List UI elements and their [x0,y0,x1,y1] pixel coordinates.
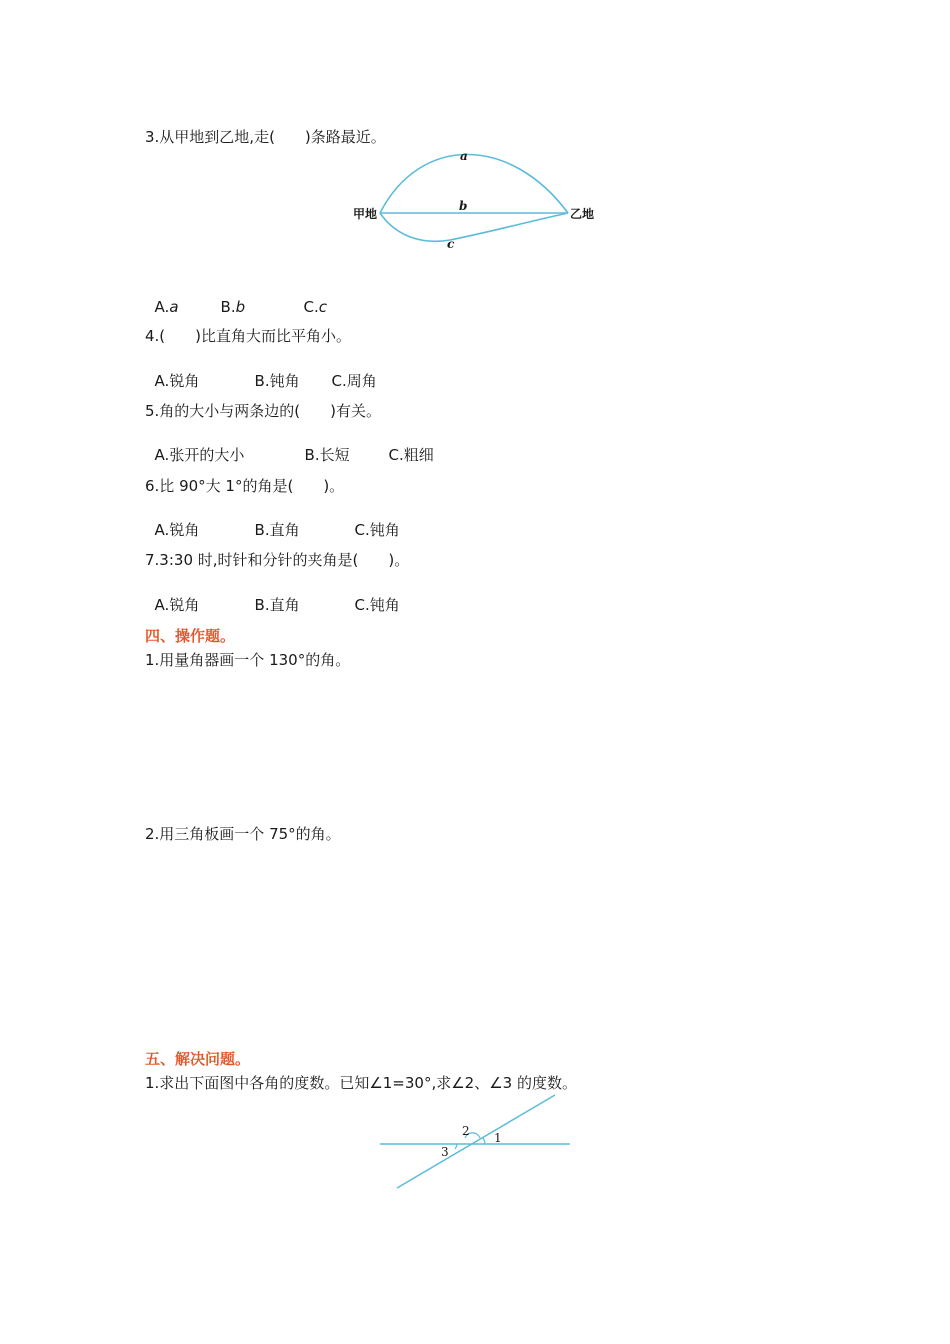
path-a-label: a [460,149,468,163]
path-b-label: b [459,199,468,213]
route-diagram [340,140,620,260]
angle-3-label: 3 [441,1145,449,1159]
section-4-item-1: 1.用量角器画一个 130°的角。 [145,651,351,669]
q4-text: 4.( )比直角大而比平角小。 [145,327,352,345]
section-5-title: 五、解决问题。 [145,1050,251,1068]
angle-2-label: 2 [462,1124,470,1138]
section-4-title: 四、操作题。 [145,627,236,645]
end-label: 乙地 [570,207,595,221]
path-a-curve [380,155,568,214]
q3-option-c: C.c [303,298,328,316]
section-4-item-2: 2.用三角板画一个 75°的角。 [145,825,341,843]
q4-option-a: A.锐角 [154,372,200,390]
q6-option-b: B.直角 [254,521,300,539]
q7-text: 7.3:30 时,时针和分针的夹角是( )。 [145,551,410,569]
q5-option-b: B.长短 [304,446,350,464]
start-label: 甲地 [353,207,378,221]
section-5-item-1: 1.求出下面图中各角的度数。已知∠1=30°,求∠2、∠3 的度数。 [145,1074,577,1092]
path-c-label: c [447,237,455,251]
path-c-curve [380,213,568,241]
q6-option-a: A.锐角 [154,521,200,539]
q3-option-a: A.a [154,298,179,316]
q3-text: 3.从甲地到乙地,走( )条路最近。 [145,128,386,146]
q3-option-b: B.b [220,298,246,316]
q5-option-a: A.张开的大小 [154,446,245,464]
q5-option-c: C.粗细 [388,446,434,464]
q7-option-b: B.直角 [254,596,300,614]
q7-option-a: A.锐角 [154,596,200,614]
q5-options [145,425,434,465]
q3-options [145,277,327,317]
q4-option-c: C.周角 [331,372,377,390]
q7-option-c: C.钝角 [354,596,400,614]
angle-1-arc [483,1138,485,1144]
q7-options [145,575,400,615]
diagonal-line [397,1095,555,1188]
q4-options [145,351,377,391]
q6-option-c: C.钝角 [354,521,400,539]
angle-diagram [375,1090,575,1195]
q6-options [145,500,400,540]
q5-text: 5.角的大小与两条边的( )有关。 [145,402,382,420]
q6-text: 6.比 90°大 1°的角是( )。 [145,477,345,495]
angle-1-label: 1 [494,1131,502,1145]
q4-option-b: B.钝角 [254,372,300,390]
